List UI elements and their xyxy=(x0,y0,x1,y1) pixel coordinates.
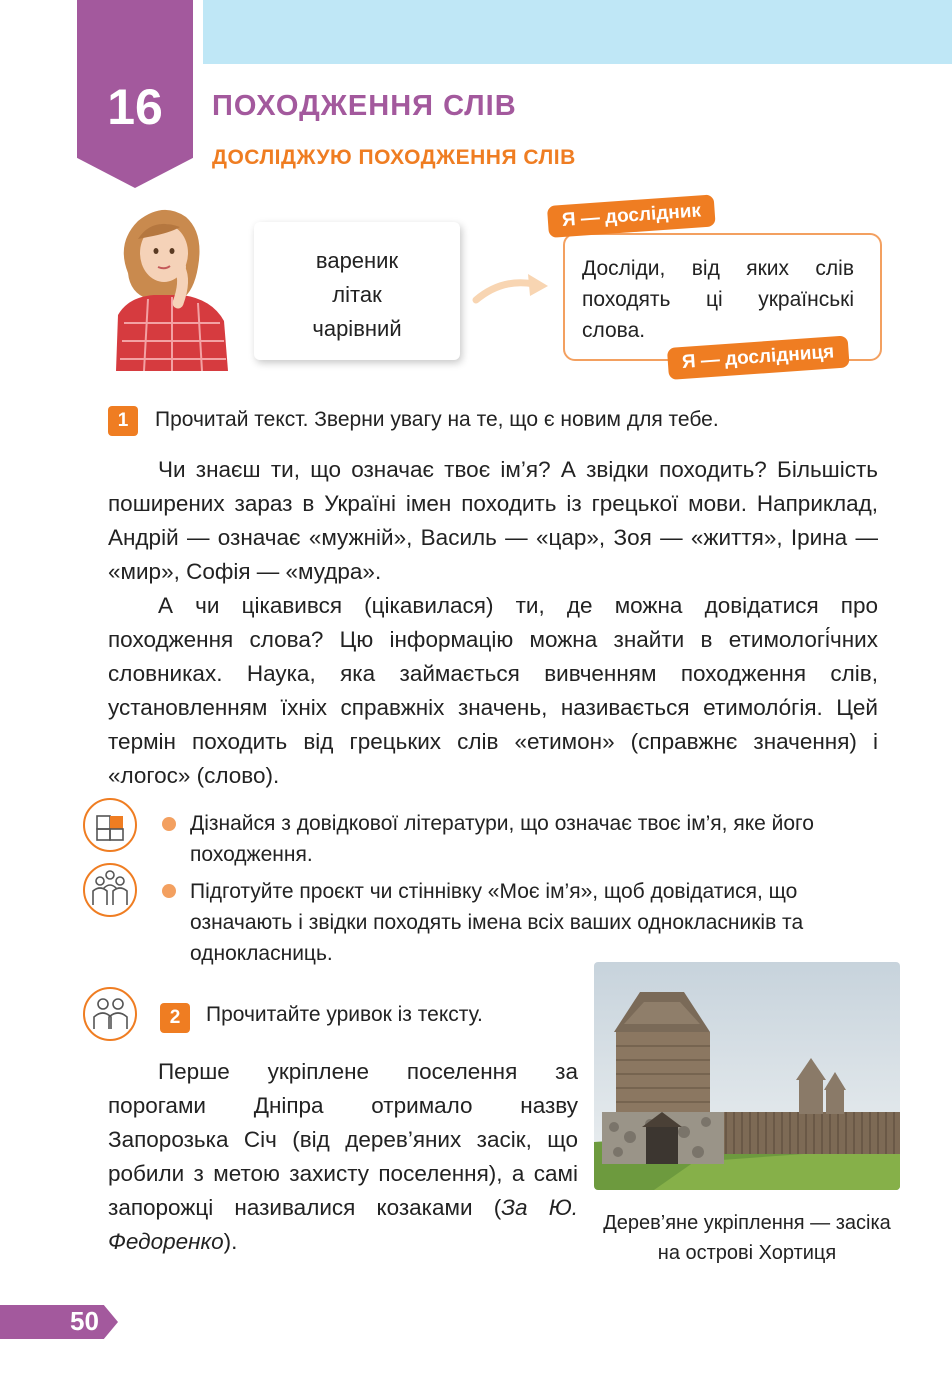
paragraph: Чи знаєш ти, що означає твоє ім’я? А звідки походить? Більшість поширених зараз в Україні імен походить із грецької мови. Наприклад, Андрій — означає «мужній», Василь — «цар», Зоя — «життя», Ірина — «мир», Софія — «мудра». xyxy=(108,457,878,584)
research-task-text: Досліди, від яких слів походять ці українські слова. xyxy=(582,257,854,342)
word-item: літак xyxy=(332,282,382,307)
puzzle-icon xyxy=(83,798,137,852)
word-item: чарівний xyxy=(312,316,402,341)
bullet-text: Дізнайся з довідкової літератури, що означає твоє ім’я, яке його походження. xyxy=(190,812,814,866)
source-author: За Ю. Федоренко xyxy=(108,1195,578,1254)
bullet-dot xyxy=(162,884,176,898)
paragraph: Перше укріплене поселення за порогами Дніпра отримало назву Запорозька Січ (від дерев’яних засік, що робили з метою захисту поселення), а самі запорожці називалися козаками (За Ю. Федоренко). xyxy=(108,1059,578,1254)
word-item: вареник xyxy=(315,248,399,273)
page-number: 50 xyxy=(70,1306,99,1336)
task-number-badge: 2 xyxy=(160,1003,190,1033)
arrow-right-icon xyxy=(472,270,552,306)
header-bar xyxy=(203,0,952,64)
fortress-photo xyxy=(594,962,900,1190)
task-instruction: Прочитайте уривок із тексту. xyxy=(206,1003,483,1026)
reading-text xyxy=(108,453,878,793)
researcher-tag: Я — дослідник xyxy=(547,194,716,238)
group-work-icon xyxy=(83,863,137,917)
bullet-text: Підготуйте проєкт чи стіннівку «Моє ім’я», щоб довідатися, що означають і звідки походять імена всіх ваших однокласників та однокласниць. xyxy=(190,880,804,965)
researcher-female-tag: Я — дослідниця xyxy=(667,335,849,380)
pair-work-icon xyxy=(83,987,137,1041)
word-card xyxy=(254,222,460,360)
lesson-number: 16 xyxy=(107,79,163,135)
photo-caption: Дерев’яне укріплення — засіка на острові Хортиця xyxy=(603,1212,891,1264)
page-number-bar xyxy=(0,1305,118,1339)
task-number-badge: 1 xyxy=(108,406,138,436)
paragraph: А чи цікавився (цікавилася) ти, де можна довідатися про походження слова? Цю інформацію можна знайти в етимологі́чних словниках. Наука, яка займається вивченням походження слів, установленням їхніх справжніх значень, називається етимоло́гія. Цей термін походить від грецьких слів «етимон» (справжнє значення) і «логос» (слово). xyxy=(108,593,878,788)
bullet-dot xyxy=(162,817,176,831)
thinking-girl-image xyxy=(108,203,232,371)
excerpt-text xyxy=(108,1055,578,1259)
lesson-subtitle: ДОСЛІДЖУЮ ПОХОДЖЕННЯ СЛІВ xyxy=(212,146,576,169)
task-instruction: Прочитай текст. Зверни увагу на те, що є новим для тебе. xyxy=(155,408,719,431)
lesson-title: ПОХОДЖЕННЯ СЛІВ xyxy=(212,90,517,122)
